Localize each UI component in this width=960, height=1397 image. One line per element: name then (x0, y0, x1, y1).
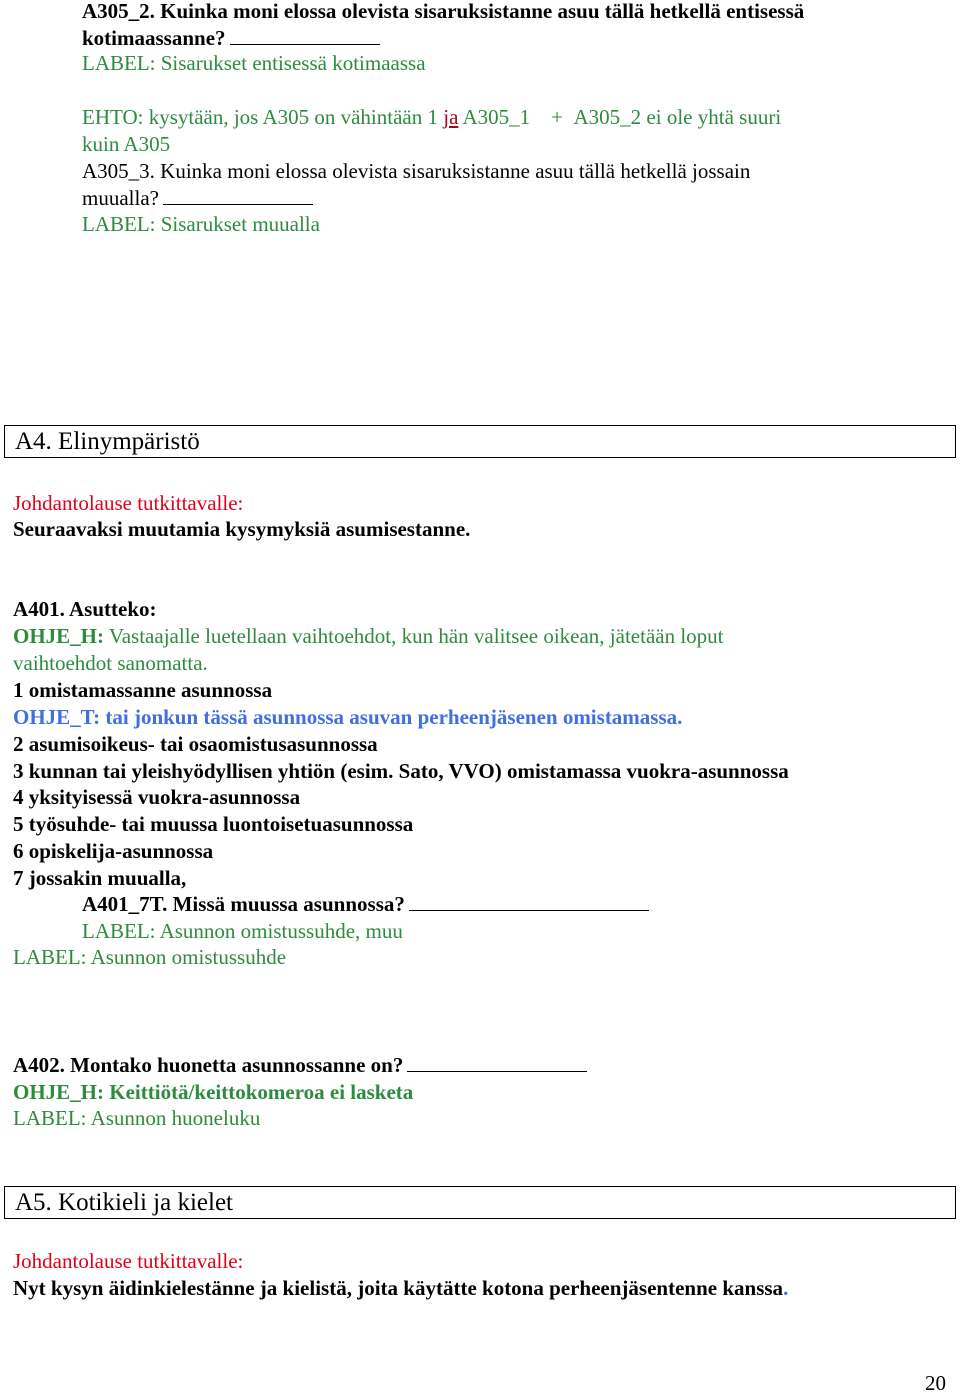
q305-3-text-line2: muualla? (82, 185, 313, 212)
q401-7t-answer-blank[interactable] (409, 892, 649, 911)
q402-answer-blank[interactable] (407, 1053, 587, 1072)
section-a5-intro-text: Nyt kysyn äidinkielestänne ja kielistä, joita käytätte kotona perheenjäsentenne kanssa. (13, 1276, 789, 1300)
section-a5-header (4, 1186, 956, 1219)
q305-2-text: kotimaassanne? (82, 26, 226, 50)
section-a5-intro-label: Johdantolause tutkittavalle: (13, 1249, 244, 1273)
q305-2-text-line2 (82, 25, 380, 52)
q401-ohje-t: OHJE_T: tai jonkun tässä asunnossa asuvan perheenjäsenen omistamassa. (13, 705, 683, 729)
q402-question: A402. Montako huonetta asunnossanne on? (13, 1052, 587, 1079)
q401-option-4: 4 yksityisessä vuokra-asunnossa (13, 785, 301, 809)
ehto-ja: ja (443, 105, 459, 129)
q401-7t-question: A401_7T. Missä muussa asunnossa? (82, 891, 649, 918)
q401-option-1: 1 omistamassanne asunnossa (13, 678, 273, 702)
q305-3-label: LABEL: Sisarukset muualla (82, 212, 320, 236)
q401-ohje-h-line2: vaihtoehdot sanomatta. (13, 651, 208, 675)
q401-option-6: 6 opiskelija-asunnossa (13, 839, 214, 863)
q402-label: LABEL: Asunnon huoneluku (13, 1106, 261, 1130)
q401-option-3: 3 kunnan tai yleishyödyllisen yhtiön (esim. Sato, VVO) omistamassa vuokra-asunnossa (13, 759, 789, 783)
q401-option-5: 5 työsuhde- tai muussa luontoisetuasunnossa (13, 812, 414, 836)
page-number: 20 (925, 1371, 946, 1395)
q401-7t-label: LABEL: Asunnon omistussuhde, muu (82, 919, 403, 943)
ehto-condition: EHTO: kysytään, jos A305 on vähintään 1 ja A305_1 + A305_2 ei ole yhtä suuri (82, 105, 782, 129)
q305-2-answer-blank[interactable] (230, 26, 380, 45)
section-a4-header (4, 425, 956, 458)
section-a4-title: A4. Elinympäristö (15, 428, 200, 455)
q401-option-7: 7 jossakin muualla, (13, 866, 187, 890)
q305-3-answer-blank[interactable] (163, 186, 313, 205)
q401-option-2: 2 asumisoikeus- tai osaomistusasunnossa (13, 732, 378, 756)
q305-2-text-line1: A305_2. Kuinka moni elossa olevista sisaruksistanne asuu tällä hetkellä entisessä (82, 0, 805, 23)
section-a4-intro-text: Seuraavaksi muutamia kysymyksiä asumisestanne. (13, 517, 471, 541)
q305-2-label: LABEL: Sisarukset entisessä kotimaassa (82, 51, 426, 75)
ehto-condition-line2: kuin A305 (82, 132, 171, 156)
q401-title: A401. Asutteko: (13, 597, 157, 621)
section-a4-intro-label: Johdantolause tutkittavalle: (13, 491, 244, 515)
q401-label: LABEL: Asunnon omistussuhde (13, 945, 287, 969)
q305-3-text-line1: A305_3. Kuinka moni elossa olevista sisaruksistanne asuu tällä hetkellä jossain (82, 159, 751, 183)
section-a5-title: A5. Kotikieli ja kielet (15, 1189, 234, 1216)
q402-ohje: OHJE_H: Keittiötä/keittokomeroa ei lasketa (13, 1080, 414, 1104)
q401-ohje-h: OHJE_H: Vastaajalle luetellaan vaihtoehdot, kun hän valitsee oikean, jätetään loput (13, 624, 724, 648)
